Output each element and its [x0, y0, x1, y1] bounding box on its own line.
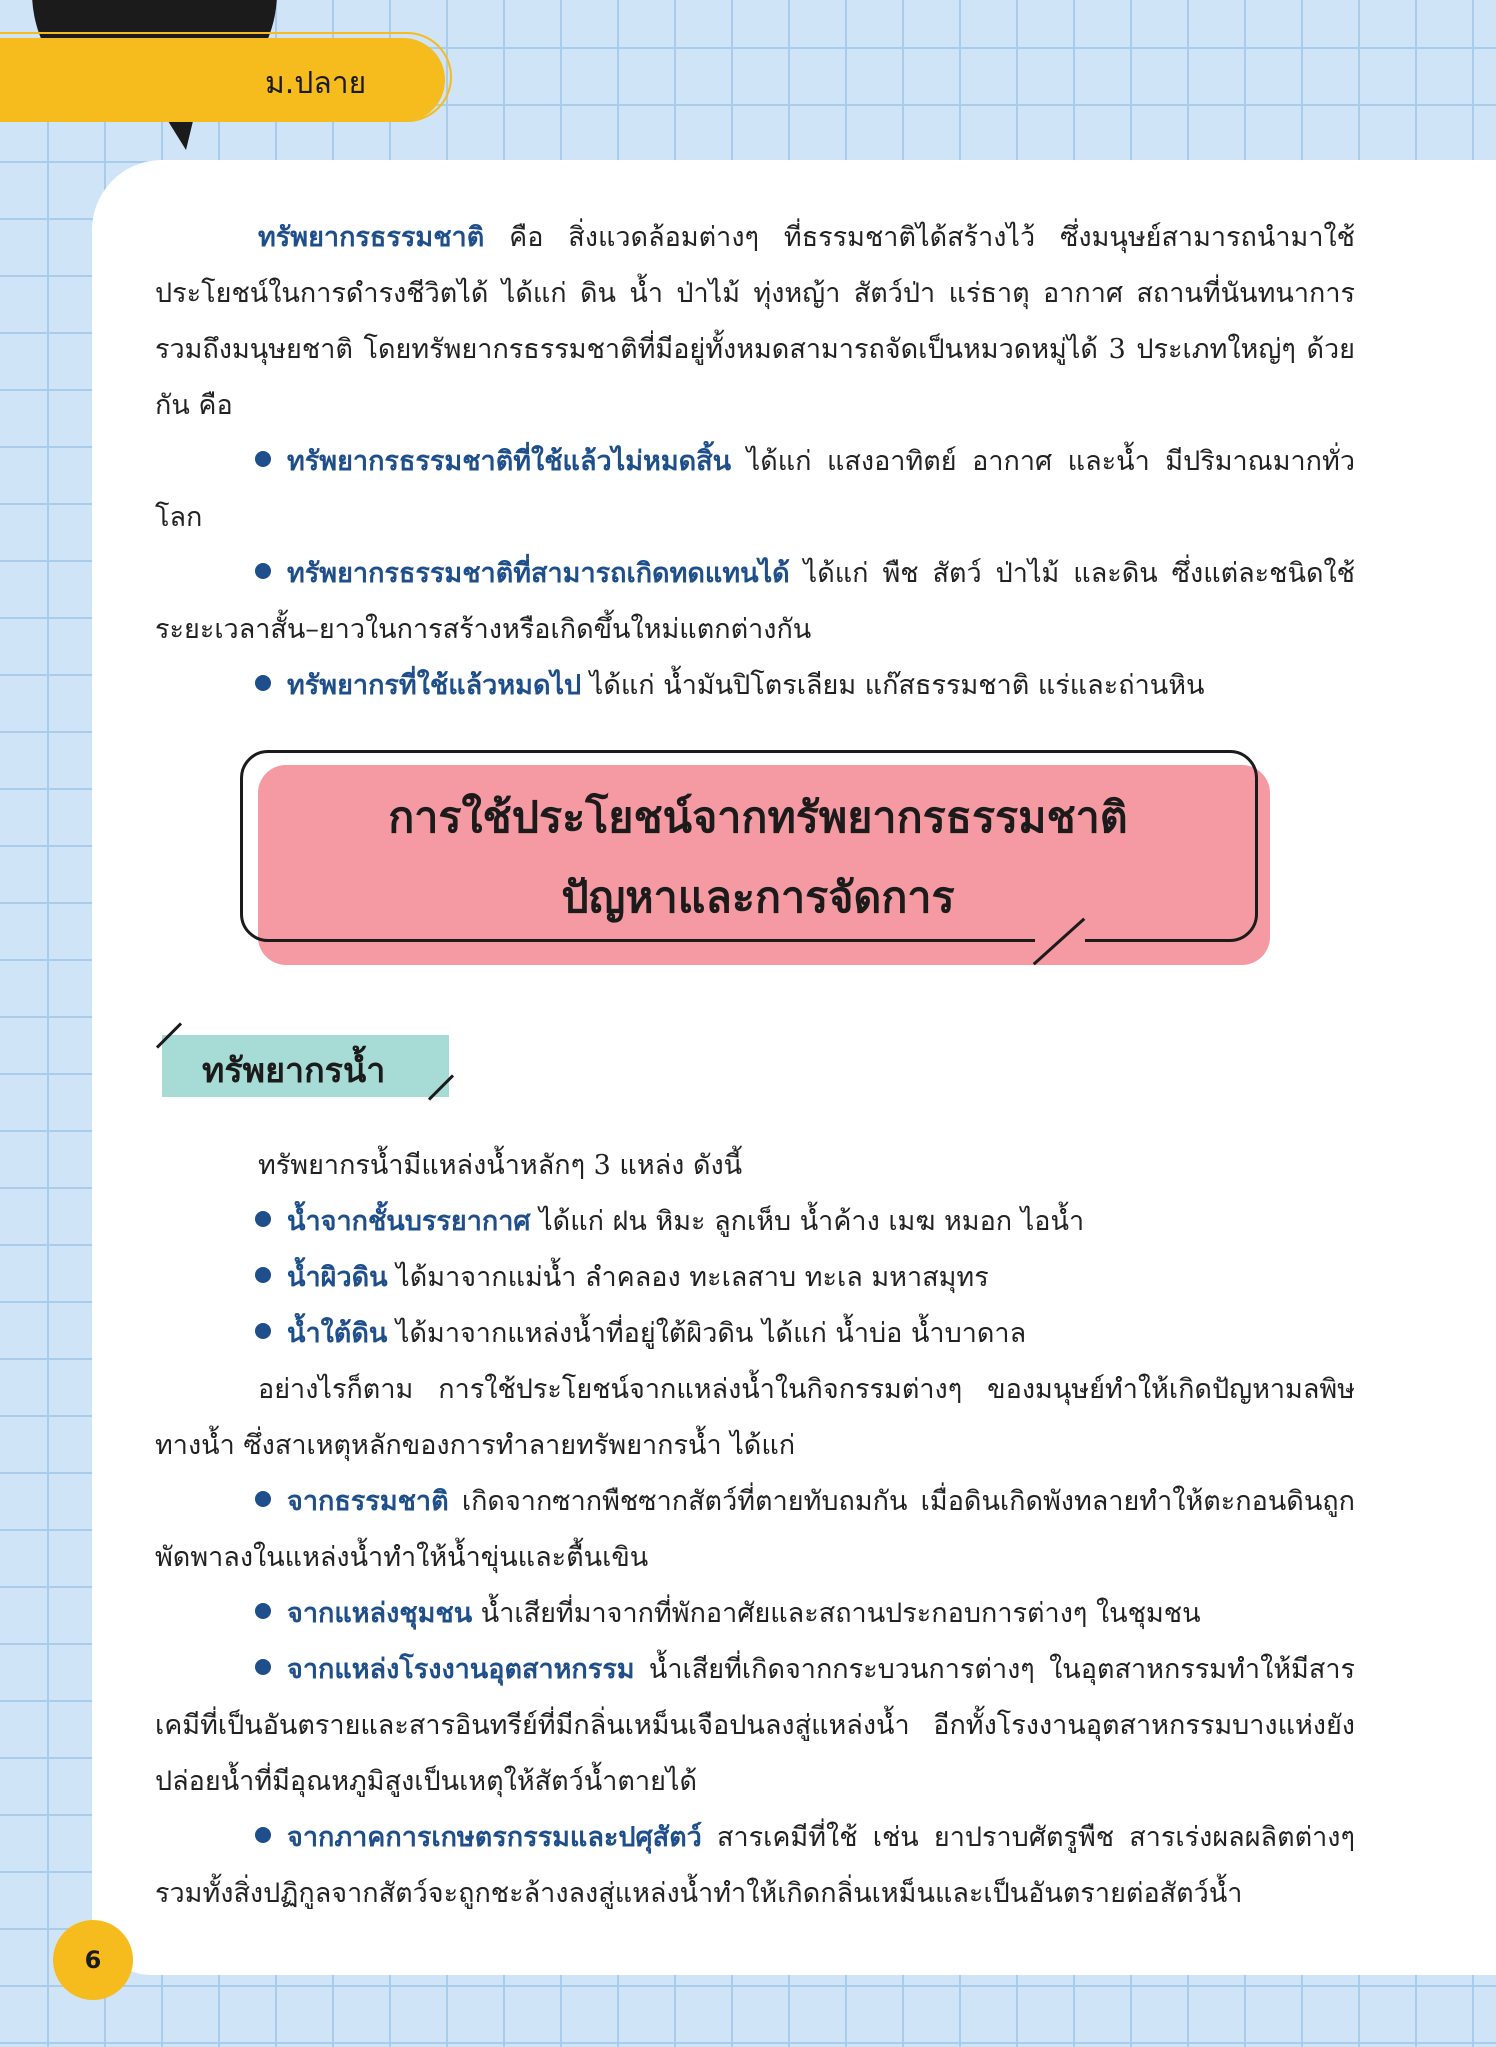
source-text: ได้มาจากแหล่งน้ำที่อยู่ใต้ผิวดิน ได้แก่ น้ำบ่อ น้ำบาดาล [387, 1318, 1027, 1349]
water-lead: ทรัพยากรน้ำมีแหล่งน้ำหลักๆ 3 แหล่ง ดังนี้ [258, 1150, 743, 1181]
cause-text: น้ำเสียที่มาจากที่พักอาศัยและสถานประกอบการต่างๆ ในชุมชน [472, 1598, 1201, 1629]
list-item [155, 1306, 1355, 1362]
subject-label: BIOLOGY [94, 62, 240, 95]
bullet-icon [255, 1659, 271, 1675]
cause-term: จากแหล่งโรงงานอุตสาหกรรม [287, 1654, 635, 1685]
list-item [155, 658, 1355, 714]
cause-text: สารเคมีที่ใช้ เช่น ยาปราบศัตรูพืช สารเร่งผลผลิตต่างๆ รวมทั้งสิ่งปฏิกูลจากสัตว์จะถูกชะล้างลงสู่แหล่งน้ำทำให้เกิดกลิ่นเหม็นและเป็นอันตรายต่อสัตว์น้ำ [155, 1822, 1355, 1909]
page-number: 6 [53, 1920, 133, 2000]
section-heading-text: ทรัพยากรน้ำ [202, 1051, 386, 1091]
list-item [155, 1642, 1355, 1810]
bullet-icon [255, 1603, 271, 1619]
banner-title [258, 778, 1258, 938]
type-text: ได้แก่ น้ำมันปิโตรเลียม แก๊สธรรมชาติ แร่และถ่านหิน [581, 670, 1205, 701]
banner-line-2: ปัญหาและการจัดการ [561, 873, 955, 923]
section-heading [162, 1035, 449, 1097]
bullet-icon [255, 1827, 271, 1843]
problem-paragraph: อย่างไรก็ตาม การใช้ประโยชน์จากแหล่งน้ำในกิจกรรมต่างๆ ของมนุษย์ทำให้เกิดปัญหามลพิษทางน้ำ ซึ่งสาเหตุหลักของการทำลายทรัพยากรน้ำ ได้แก่ [155, 1374, 1355, 1461]
cause-term: จากแหล่งชุมชน [287, 1598, 473, 1629]
list-item [155, 1810, 1355, 1922]
banner-line-1: การใช้ประโยชน์จากทรัพยากรธรรมชาติ [388, 793, 1128, 843]
list-item [155, 546, 1355, 658]
intro-term: ทรัพยากรธรรมชาติ [258, 222, 485, 253]
cause-term: จากธรรมชาติ [287, 1486, 449, 1517]
type-text: ได้แก่ แสงอาทิตย์ อากาศ และน้ำ มีปริมาณมากทั่วโลก [155, 446, 1355, 533]
list-item [155, 1194, 1355, 1250]
bullet-icon [255, 451, 271, 467]
bullet-icon [255, 675, 271, 691]
bullet-icon [255, 1323, 271, 1339]
source-term: น้ำจากชั้นบรรยากาศ [287, 1206, 531, 1237]
bullet-icon [255, 1491, 271, 1507]
intro-section [155, 210, 1355, 714]
bullet-icon [255, 1211, 271, 1227]
list-item [155, 1586, 1355, 1642]
list-item [155, 1250, 1355, 1306]
type-term: ทรัพยากรธรรมชาติที่ใช้แล้วไม่หมดสิ้น [287, 446, 732, 477]
bullet-icon [255, 1267, 271, 1283]
list-item [155, 1474, 1355, 1586]
source-text: ได้มาจากแม่น้ำ ลำคลอง ทะเลสาบ ทะเล มหาสมุทร [387, 1262, 989, 1293]
cause-term: จากภาคการเกษตรกรรมและปศุสัตว์ [287, 1822, 702, 1853]
cause-text: เกิดจากซากพืชซากสัตว์ที่ตายทับถมกัน เมื่อดินเกิดพังทลายทำให้ตะกอนดินถูกพัดพาลงในแหล่งน้ำทำให้น้ำขุ่นและตื้นเขิน [155, 1486, 1355, 1573]
source-term: น้ำใต้ดิน [287, 1318, 388, 1349]
source-term: น้ำผิวดิน [287, 1262, 388, 1293]
source-text: ได้แก่ ฝน หิมะ ลูกเห็บ น้ำค้าง เมฆ หมอก ไอน้ำ [530, 1206, 1085, 1237]
type-text: ได้แก่ พืช สัตว์ ป่าไม้ และดิน ซึ่งแต่ละชนิดใช้ระยะเวลาสั้น–ยาวในการสร้างหรือเกิดขึ้นใหม่แตกต่างกัน [155, 558, 1355, 645]
water-section [155, 1138, 1355, 1922]
intro-text: คือ สิ่งแวดล้อมต่างๆ ที่ธรรมชาติได้สร้างไว้ ซึ่งมนุษย์สามารถนำมาใช้ประโยชน์ในการดำรงชีวิตได้ ได้แก่ ดิน น้ำ ป่าไม้ ทุ่งหญ้า สัตว์ป่า แร่ธาตุ อากาศ สถานที่นันทนาการ รวมถึงมนุษยชาติ โดยทรัพยากรธรรมชาติที่มีอยู่ทั้งหมดสามารถจัดเป็นหมวดหมู่ได้ 3 ประเภทใหญ่ๆ ด้วยกัน คือ [155, 222, 1355, 421]
section-banner [240, 750, 1270, 965]
intro-paragraph [155, 210, 1355, 434]
type-term: ทรัพยากรที่ใช้แล้วหมดไป [287, 670, 582, 701]
cause-text: น้ำเสียที่เกิดจากกระบวนการต่างๆ ในอุตสาหกรรมทำให้มีสารเคมีที่เป็นอันตรายและสารอินทรีย์ที่มีกลิ่นเหม็นเจือปนลงสู่แหล่งน้ำ อีกทั้งโรงงานอุตสาหกรรมบางแห่งยังปล่อยน้ำที่มีอุณหภูมิสูงเป็นเหตุให้สัตว์น้ำตายได้ [155, 1654, 1355, 1797]
bullet-icon [255, 563, 271, 579]
level-label: ม.ปลาย [265, 66, 367, 101]
type-term: ทรัพยากรธรรมชาติที่สามารถเกิดทดแทนได้ [287, 558, 790, 589]
list-item [155, 434, 1355, 546]
